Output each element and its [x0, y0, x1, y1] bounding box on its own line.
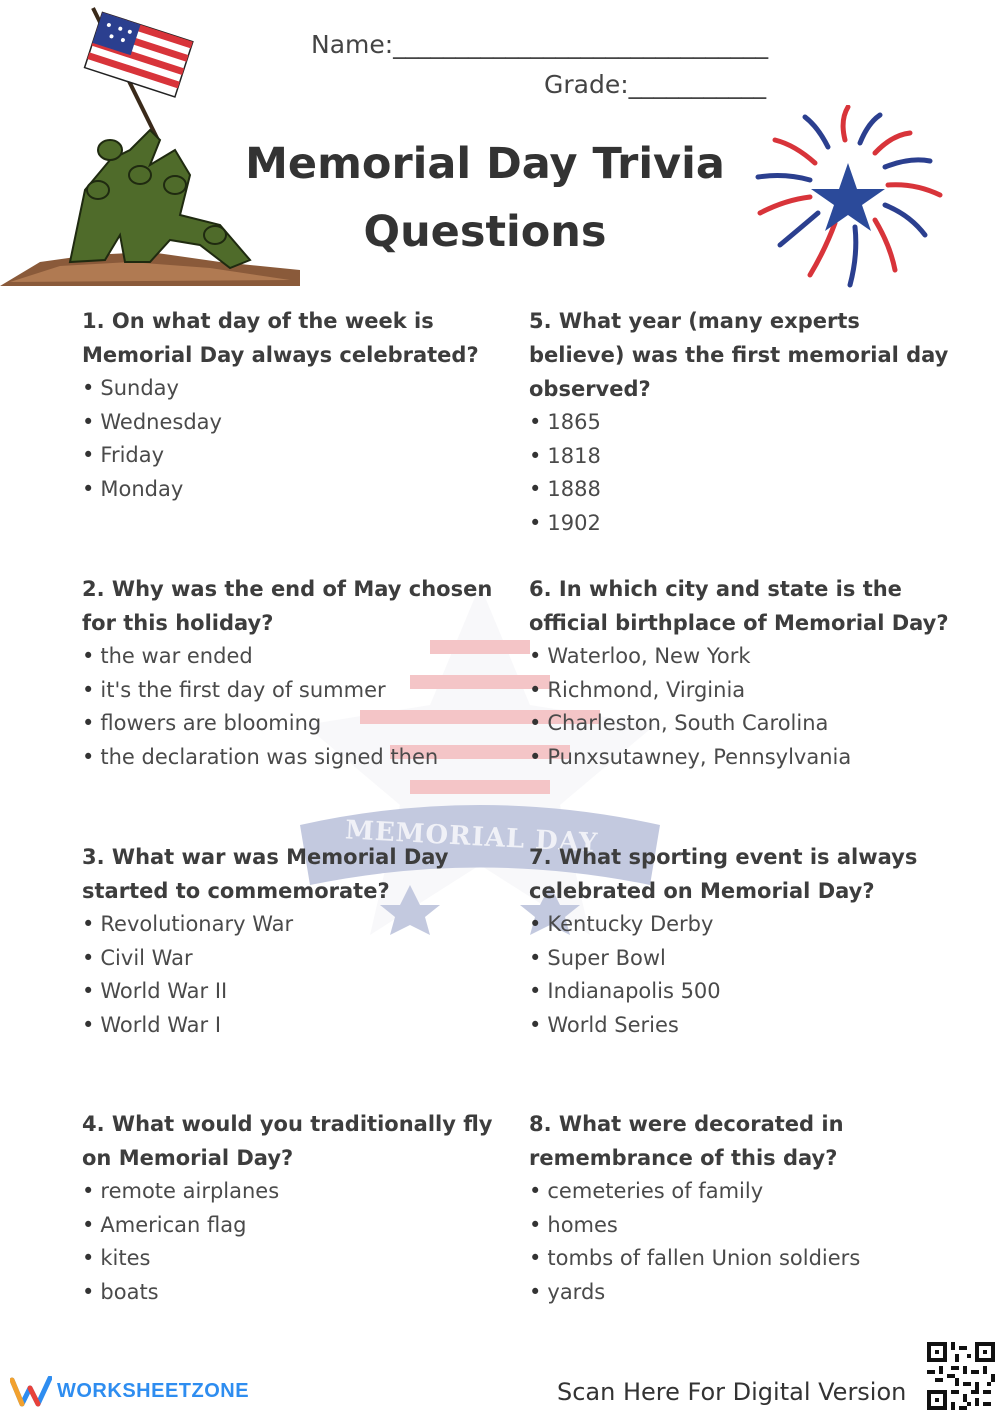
answer-option: • Civil War — [82, 942, 512, 976]
worksheetzone-logo-text: WORKSHEETZONE — [57, 1380, 250, 1402]
watermark-text: MEMORIAL DAY — [344, 815, 599, 859]
question-8 — [529, 1107, 959, 1309]
question-text: 2. Why was the end of May chosen for this holiday? — [82, 577, 493, 635]
answer-option: • World War II — [82, 975, 512, 1009]
qr-code-icon[interactable] — [927, 1342, 995, 1410]
answer-option: • 1902 — [529, 507, 959, 541]
question-4 — [82, 1107, 512, 1309]
answer-options — [82, 908, 512, 1042]
answer-option: • the declaration was signed then — [82, 741, 512, 775]
answer-options — [529, 908, 959, 1042]
question-6 — [529, 572, 959, 774]
name-field-label: Name:______________________________ — [311, 30, 769, 59]
question-text: 4. What would you traditionally fly on Memorial Day? — [82, 1112, 493, 1170]
question-text: 8. What were decorated in remembrance of this day? — [529, 1112, 844, 1170]
answer-option: • Indianapolis 500 — [529, 975, 959, 1009]
answer-option: • Super Bowl — [529, 942, 959, 976]
answer-option: • World War I — [82, 1009, 512, 1043]
answer-options — [82, 372, 512, 506]
question-2 — [82, 572, 512, 774]
answer-option: • flowers are blooming — [82, 707, 512, 741]
answer-option: • 1818 — [529, 440, 959, 474]
worksheetzone-logo-icon — [10, 1376, 52, 1408]
title-line-2: Questions — [363, 207, 607, 257]
answer-option: • Friday — [82, 439, 512, 473]
fireworks-illustration — [740, 105, 955, 300]
answer-option: • remote airplanes — [82, 1175, 512, 1209]
answer-option: • World Series — [529, 1009, 959, 1043]
scan-instruction: Scan Here For Digital Version — [557, 1378, 907, 1406]
answer-options — [529, 640, 959, 774]
question-text: 5. What year (many experts believe) was the first memorial day observed? — [529, 309, 949, 401]
answer-options — [529, 1175, 959, 1309]
answer-option: • American flag — [82, 1209, 512, 1243]
question-text: 1. On what day of the week is Memorial Day always celebrated? — [82, 309, 479, 367]
answer-option: • yards — [529, 1276, 959, 1310]
answer-option: • kites — [82, 1242, 512, 1276]
answer-option: • Kentucky Derby — [529, 908, 959, 942]
answer-options — [529, 406, 959, 540]
question-5 — [529, 304, 959, 540]
answer-option: • Richmond, Virginia — [529, 674, 959, 708]
grade-field-label: Grade:___________ — [544, 70, 767, 99]
answer-option: • tombs of fallen Union soldiers — [529, 1242, 959, 1276]
question-text: 7. What sporting event is always celebrated on Memorial Day? — [529, 845, 918, 903]
answer-option: • cemeteries of family — [529, 1175, 959, 1209]
answer-options — [82, 640, 512, 774]
answer-options — [82, 1175, 512, 1309]
page-title — [230, 130, 740, 266]
answer-option: • Revolutionary War — [82, 908, 512, 942]
answer-option: • Wednesday — [82, 406, 512, 440]
answer-option: • 1865 — [529, 406, 959, 440]
answer-option: • homes — [529, 1209, 959, 1243]
answer-option: • Sunday — [82, 372, 512, 406]
question-text: 3. What war was Memorial Day started to commemorate? — [82, 845, 449, 903]
answer-option: • Monday — [82, 473, 512, 507]
answer-option: • boats — [82, 1276, 512, 1310]
question-7 — [529, 840, 959, 1042]
answer-option: • Waterloo, New York — [529, 640, 959, 674]
question-3 — [82, 840, 512, 1042]
title-line-1: Memorial Day Trivia — [245, 139, 725, 189]
answer-option: • it's the first day of summer — [82, 674, 512, 708]
answer-option: • Punxsutawney, Pennsylvania — [529, 741, 959, 775]
answer-option: • Charleston, South Carolina — [529, 707, 959, 741]
question-1 — [82, 304, 512, 506]
question-text: 6. In which city and state is the official birthplace of Memorial Day? — [529, 577, 949, 635]
answer-option: • the war ended — [82, 640, 512, 674]
answer-option: • 1888 — [529, 473, 959, 507]
